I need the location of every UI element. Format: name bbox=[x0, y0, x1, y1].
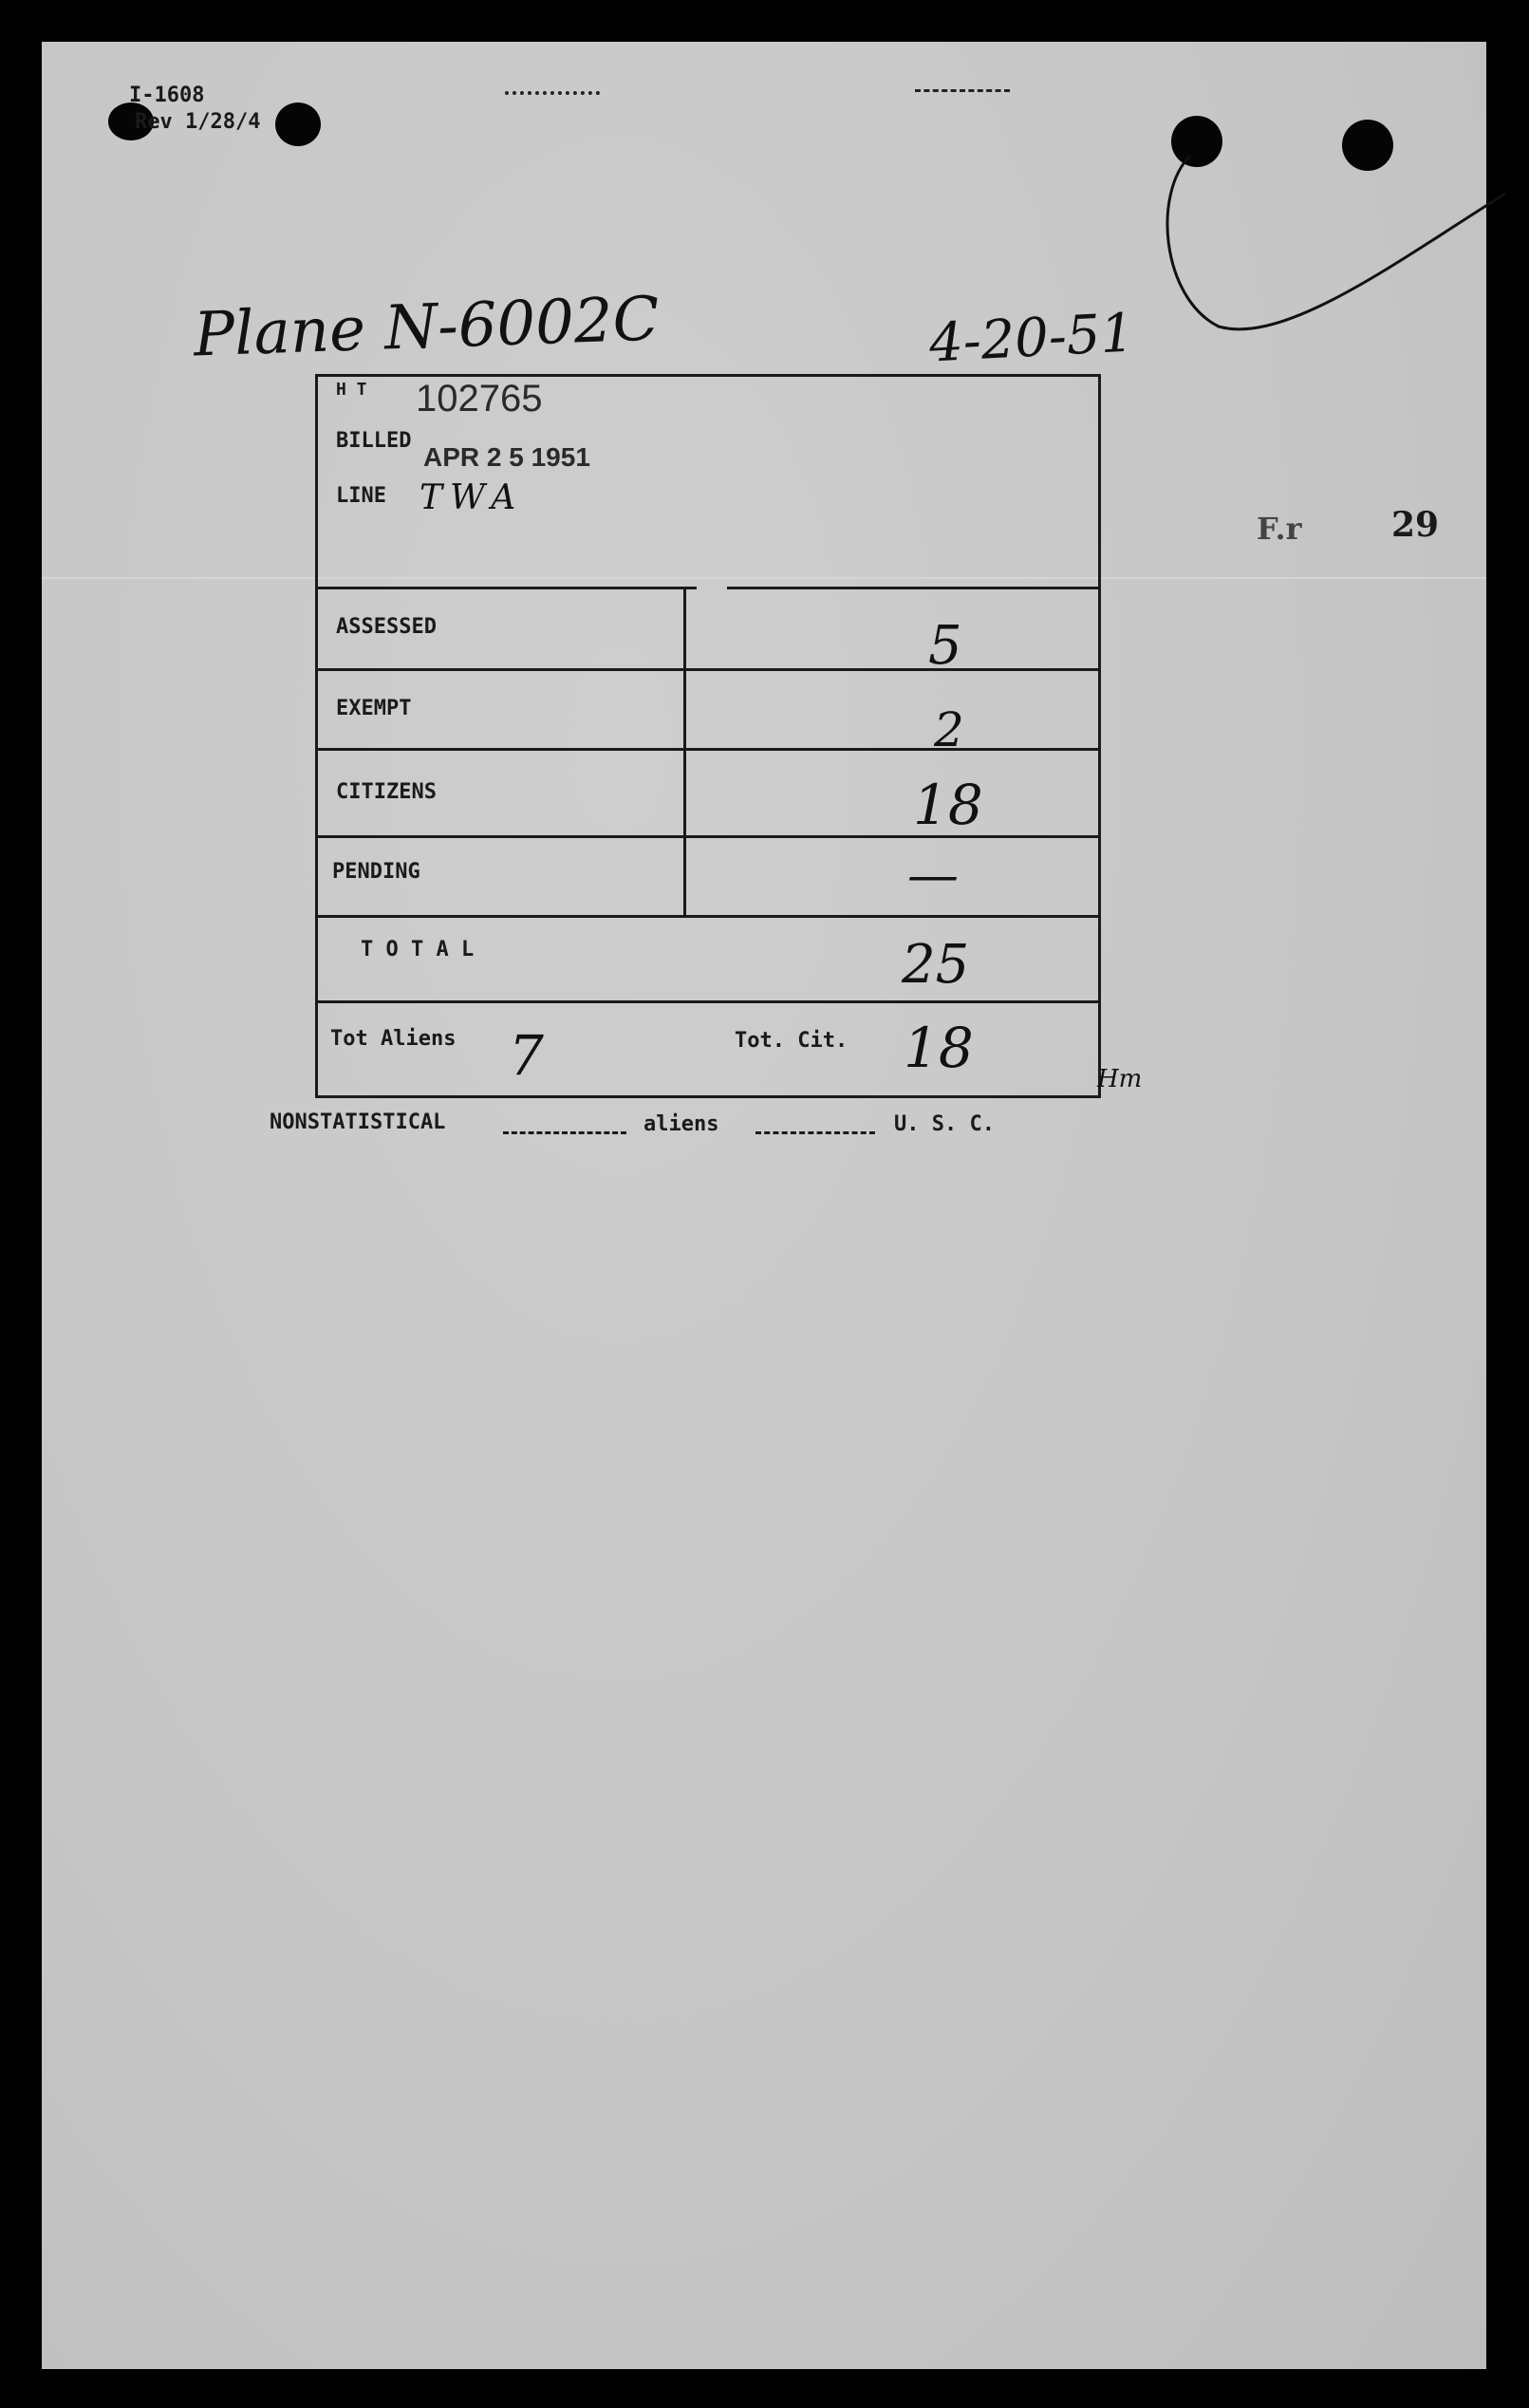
citizens-value: 18 bbox=[913, 773, 983, 837]
ht-label: H T bbox=[336, 380, 367, 400]
form-divider-exempt bbox=[315, 748, 1101, 751]
tot-aliens-value: 7 bbox=[509, 1023, 544, 1088]
form-divider-pending bbox=[315, 915, 1101, 918]
assessed-label: ASSESSED bbox=[336, 615, 437, 639]
pending-label: PENDING bbox=[332, 860, 420, 884]
top-mark-dash bbox=[915, 89, 1010, 92]
tot-aliens-label: Tot Aliens bbox=[330, 1027, 457, 1051]
form-divider-header bbox=[315, 587, 697, 589]
top-mark-dots bbox=[505, 91, 600, 95]
document-page bbox=[42, 42, 1486, 2369]
nonstatistical-usc-blank bbox=[755, 1131, 875, 1134]
page-number: 29 bbox=[1391, 505, 1440, 545]
pencil-curve-mark bbox=[1152, 137, 1513, 345]
form-divider-assessed bbox=[315, 668, 1101, 671]
form-divider-total bbox=[315, 1000, 1101, 1003]
total-value: 25 bbox=[902, 934, 970, 996]
pending-value: — bbox=[907, 845, 959, 905]
line-value: TWA bbox=[420, 478, 524, 517]
plane-label: Plane N-6002C bbox=[192, 284, 661, 371]
billed-date-stamp: APR 2 5 1951 bbox=[423, 442, 590, 472]
exempt-label: EXEMPT bbox=[336, 697, 412, 720]
nonstatistical-label: NONSTATISTICAL bbox=[270, 1111, 446, 1134]
billed-label: BILLED bbox=[336, 429, 412, 453]
tot-cit-value: 18 bbox=[904, 1016, 974, 1080]
punch-hole-corner bbox=[275, 103, 321, 146]
aliens-label: aliens bbox=[643, 1112, 719, 1136]
total-label: T O T A L bbox=[361, 938, 475, 961]
exempt-value: 2 bbox=[934, 702, 964, 757]
form-divider-header-right bbox=[727, 587, 1101, 589]
ht-number: 102765 bbox=[416, 378, 543, 420]
line-label: LINE bbox=[336, 484, 386, 508]
tot-cit-label: Tot. Cit. bbox=[735, 1029, 848, 1053]
form-id-note: I-1608 bbox=[129, 84, 205, 107]
form-revision-note: Rev 1/28/4 bbox=[135, 110, 261, 134]
form-column-divider bbox=[683, 588, 686, 917]
initials: Hm bbox=[1097, 1065, 1143, 1093]
handwritten-date: 4-20-51 bbox=[927, 302, 1136, 375]
page-prefix: F.r bbox=[1257, 511, 1302, 547]
assessed-value: 5 bbox=[928, 615, 962, 677]
citizens-label: CITIZENS bbox=[336, 780, 437, 804]
usc-label: U. S. C. bbox=[894, 1112, 995, 1136]
nonstatistical-aliens-blank bbox=[503, 1131, 626, 1134]
